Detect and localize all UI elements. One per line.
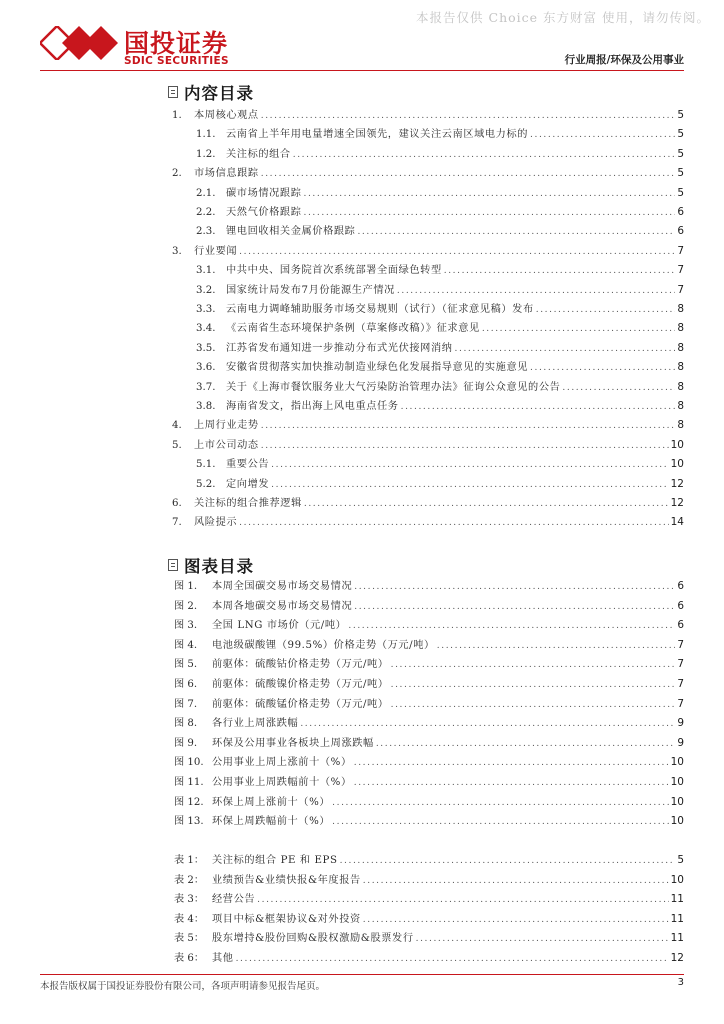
dot-leader bbox=[562, 379, 675, 397]
toc-entry-number: 3.8. bbox=[196, 401, 216, 412]
figure-entry[interactable] bbox=[174, 655, 684, 673]
figure-entry[interactable] bbox=[174, 616, 684, 634]
toc-entry[interactable] bbox=[172, 416, 684, 434]
dot-leader bbox=[261, 437, 669, 455]
dot-leader bbox=[293, 146, 676, 164]
toc-entry-page: 5 bbox=[677, 167, 684, 180]
toc-entry-title: 市场信息跟踪 bbox=[194, 168, 259, 180]
sdic-logo bbox=[40, 24, 240, 68]
toc-entry[interactable] bbox=[196, 358, 684, 376]
table-entry-page: 10 bbox=[670, 873, 684, 886]
brand-name-cn: 国投证券 bbox=[124, 29, 229, 58]
toc-entry[interactable] bbox=[196, 281, 684, 299]
figure-entry-page: 6 bbox=[677, 619, 684, 632]
toc-entry[interactable] bbox=[172, 494, 684, 512]
document-icon bbox=[168, 559, 178, 571]
figure-entry[interactable] bbox=[174, 577, 684, 595]
table-entry-number: 表 4： bbox=[174, 913, 205, 925]
figures-heading bbox=[168, 553, 254, 577]
document-icon bbox=[168, 86, 178, 98]
toc-entry-page: 5 bbox=[677, 128, 684, 141]
toc-entry-page: 8 bbox=[677, 400, 684, 412]
dot-leader bbox=[354, 754, 669, 772]
table-entry-title: 关注标的组合 PE 和 EPS bbox=[212, 855, 338, 866]
logo-mark-icon bbox=[40, 26, 118, 60]
table-entry-title: 业绩预告&业绩快报&年度报告 bbox=[212, 874, 361, 886]
figure-entry[interactable] bbox=[174, 734, 684, 752]
toc-entry-page: 7 bbox=[677, 283, 684, 296]
toc-entry-page: 14 bbox=[670, 516, 684, 529]
watermark: 本报告仅供 Choice 东方财富 使用，请勿传阅。 bbox=[416, 10, 710, 25]
dot-leader bbox=[530, 126, 675, 144]
figure-entry[interactable] bbox=[174, 675, 684, 693]
brand-name-en: SDIC SECURITIES bbox=[124, 55, 229, 67]
figure-entry-title: 本周全国碳交易市场交易情况 bbox=[212, 581, 353, 592]
figure-entry[interactable] bbox=[174, 597, 684, 615]
figure-entry-number: 图 3. bbox=[174, 620, 198, 632]
dot-leader bbox=[261, 107, 676, 125]
figure-entry-page: 10 bbox=[670, 815, 684, 828]
figure-entry-page: 10 bbox=[670, 795, 684, 808]
toc-entry[interactable] bbox=[172, 242, 684, 260]
dot-leader bbox=[363, 911, 669, 929]
toc-entry[interactable] bbox=[196, 125, 684, 143]
dot-leader bbox=[261, 165, 676, 183]
footer-divider bbox=[40, 974, 684, 975]
figure-entry-title: 前驱体：硫酸钴价格走势（万元/吨） bbox=[212, 659, 389, 671]
toc-entry[interactable] bbox=[196, 319, 684, 337]
dot-leader bbox=[357, 223, 675, 241]
header-divider bbox=[40, 70, 684, 71]
dot-leader bbox=[397, 282, 675, 300]
toc-entry-title: 定向增发 bbox=[226, 478, 270, 490]
toc-entry[interactable] bbox=[196, 203, 684, 221]
figure-entry[interactable] bbox=[174, 793, 684, 811]
figure-entry-page: 7 bbox=[677, 658, 684, 671]
toc-entry-number: 5.1. bbox=[196, 459, 216, 471]
toc-entry-number: 2.3. bbox=[196, 226, 216, 238]
toc-entry-title: 云南省上半年用电量增速全国领先，建议关注云南区域电力标的 bbox=[226, 129, 529, 141]
toc-entry[interactable] bbox=[172, 513, 684, 531]
figure-entry[interactable] bbox=[174, 714, 684, 732]
table-entry-number: 表 5： bbox=[174, 933, 205, 944]
toc-entry-title: 中共中央、国务院首次系统部署全面绿色转型 bbox=[226, 265, 442, 277]
figure-entry-title: 公用事业上周上涨前十（%） bbox=[212, 757, 352, 769]
dot-leader bbox=[363, 872, 669, 890]
toc-entry-number: 3.4. bbox=[196, 323, 216, 335]
toc-entry[interactable] bbox=[196, 300, 684, 318]
toc-entry[interactable] bbox=[196, 397, 684, 415]
figure-entry-title: 环保上周上涨前十（%） bbox=[212, 796, 331, 808]
toc-entry-title: 上周行业走势 bbox=[194, 420, 259, 432]
toc-entry[interactable] bbox=[196, 184, 684, 202]
dot-leader bbox=[376, 735, 676, 753]
dot-leader bbox=[401, 398, 676, 416]
toc-entry-page: 10 bbox=[670, 458, 684, 471]
toc-entry-number: 7. bbox=[172, 517, 182, 529]
toc-entry-title: 关注标的组合 bbox=[226, 148, 291, 160]
toc-entry-number: 2. bbox=[172, 168, 182, 180]
toc-entry-number: 3.5. bbox=[196, 342, 216, 354]
dot-leader bbox=[482, 320, 676, 338]
figure-entry-title: 电池级碳酸锂（99.5%）价格走势（万元/吨） bbox=[212, 639, 435, 651]
toc-entry-title: 本周核心观点 bbox=[194, 110, 259, 121]
table-entry-page: 11 bbox=[670, 893, 684, 905]
figure-entry-title: 本周各地碳交易市场交易情况 bbox=[212, 600, 353, 612]
dot-leader bbox=[391, 696, 676, 714]
dot-leader bbox=[257, 891, 668, 909]
toc-entry-number: 2.2. bbox=[196, 207, 216, 218]
table-entry-number: 表 2： bbox=[174, 874, 205, 886]
toc-entry-title: 海南省发文，指出海上风电重点任务 bbox=[226, 401, 399, 412]
toc-entry-number: 1.1. bbox=[196, 129, 216, 141]
toc-entry-title: 关于《上海市餐饮服务业大气污染防治管理办法》征询公众意见的公告 bbox=[226, 381, 561, 393]
dot-leader bbox=[340, 852, 676, 870]
dot-leader bbox=[354, 578, 675, 596]
toc-entry-page: 5 bbox=[677, 109, 684, 121]
toc-entry-number: 1.2. bbox=[196, 148, 216, 160]
toc-entry-number: 6. bbox=[172, 498, 182, 509]
footer-disclaimer: 本报告版权属于国投证券股份有限公司，各项声明请参见报告尾页。 bbox=[40, 981, 326, 992]
figures-title: 图表目录 bbox=[184, 557, 254, 576]
toc-entry-title: 《云南省生态环境保护条例（草案修改稿）》征求意见 bbox=[226, 323, 480, 335]
table-entry[interactable] bbox=[174, 890, 684, 908]
dot-leader bbox=[416, 930, 669, 948]
figure-entry-number: 图 9. bbox=[174, 737, 198, 749]
dot-leader bbox=[391, 676, 676, 694]
table-entry[interactable] bbox=[174, 851, 684, 869]
toc-entry-title: 云南电力调峰辅助服务市场交易规则（试行）（征求意见稿）发布 bbox=[226, 304, 534, 315]
toc-entry-page: 8 bbox=[677, 322, 684, 335]
dot-leader bbox=[239, 243, 675, 261]
toc-entry-page: 5 bbox=[677, 186, 684, 199]
toc-entry[interactable] bbox=[196, 261, 684, 279]
figure-entry-title: 前驱体：硫酸锰价格走势（万元/吨） bbox=[212, 698, 389, 710]
toc-entry[interactable] bbox=[172, 106, 684, 124]
figure-entry-number: 图 4. bbox=[174, 639, 198, 651]
toc-entry-number: 3. bbox=[172, 245, 182, 257]
toc-entry-title: 国家统计局发布7月份能源生产情况 bbox=[226, 284, 395, 296]
figure-entry-number: 图 13. bbox=[174, 816, 204, 828]
dot-leader bbox=[444, 262, 676, 280]
figure-entry-title: 前驱体：硫酸镍价格走势（万元/吨） bbox=[212, 679, 389, 690]
toc-entry[interactable] bbox=[172, 436, 684, 454]
table-entry[interactable] bbox=[174, 871, 684, 889]
toc-entry-page: 7 bbox=[677, 264, 684, 277]
toc-entry-page: 12 bbox=[670, 477, 684, 490]
figure-entry-number: 图 12. bbox=[174, 796, 204, 808]
dot-leader bbox=[304, 185, 676, 203]
figure-entry-page: 9 bbox=[677, 736, 684, 749]
table-entry-number: 表 3： bbox=[174, 894, 205, 905]
toc-entry-page: 5 bbox=[677, 147, 684, 160]
dot-leader bbox=[530, 359, 675, 377]
toc-entry-page: 10 bbox=[670, 438, 684, 451]
dot-leader bbox=[304, 495, 669, 513]
figure-entry-page: 6 bbox=[677, 580, 684, 592]
toc-entry-page: 8 bbox=[677, 380, 684, 393]
toc-entry-title: 关注标的组合推荐逻辑 bbox=[194, 498, 302, 509]
figure-entry[interactable] bbox=[174, 812, 684, 830]
toc-entry-page: 7 bbox=[677, 244, 684, 257]
toc-entry-title: 上市公司动态 bbox=[194, 439, 259, 451]
figure-entry[interactable] bbox=[174, 773, 684, 791]
dot-leader bbox=[261, 417, 676, 435]
figure-entry-title: 环保及公用事业各板块上周涨跌幅 bbox=[212, 737, 374, 749]
toc-entry-title: 锂电回收相关金属价格跟踪 bbox=[226, 226, 356, 238]
table-entry-page: 5 bbox=[677, 854, 684, 866]
dot-leader bbox=[332, 813, 668, 831]
toc-entry-page: 8 bbox=[677, 303, 684, 315]
dot-leader bbox=[239, 514, 668, 532]
figure-entry-number: 图 2. bbox=[174, 600, 198, 612]
dot-leader bbox=[271, 456, 668, 474]
dot-leader bbox=[348, 617, 675, 635]
figure-entry-number: 图 7. bbox=[174, 698, 198, 710]
table-entry[interactable] bbox=[174, 910, 684, 928]
figure-entry[interactable] bbox=[174, 753, 684, 771]
toc-entry-page: 8 bbox=[677, 419, 684, 432]
toc-entry-number: 3.2. bbox=[196, 284, 216, 296]
figure-entry-title: 全国 LNG 市场价（元/吨） bbox=[212, 620, 347, 632]
toc-entry-page: 8 bbox=[677, 361, 684, 374]
toc-entry-number: 3.6. bbox=[196, 362, 216, 374]
table-entry[interactable] bbox=[174, 949, 684, 967]
figure-entry[interactable] bbox=[174, 695, 684, 713]
table-entry-title: 项目中标&框架协议&对外投资 bbox=[212, 913, 361, 925]
dot-leader bbox=[271, 476, 668, 494]
figure-entry-title: 各行业上周涨跌幅 bbox=[212, 718, 299, 730]
toc-entry-number: 3.3. bbox=[196, 304, 216, 315]
table-entry-page: 11 bbox=[670, 932, 684, 944]
toc-entry-page: 12 bbox=[670, 497, 684, 509]
figure-entry-page: 7 bbox=[677, 678, 684, 690]
dot-leader bbox=[455, 340, 676, 358]
report-category: 行业周报/环保及公用事业 bbox=[564, 54, 684, 66]
table-entry[interactable] bbox=[174, 929, 684, 947]
toc-entry-title: 江苏省发布通知进一步推动分布式光伏接网消纳 bbox=[226, 342, 453, 354]
dot-leader bbox=[536, 301, 676, 319]
dot-leader bbox=[332, 794, 668, 812]
figure-entry-page: 7 bbox=[677, 697, 684, 710]
toc-entry-number: 5. bbox=[172, 439, 182, 451]
figure-entry-page: 7 bbox=[677, 638, 684, 651]
toc-entry-number: 2.1. bbox=[196, 187, 216, 199]
figure-entry-number: 图 11. bbox=[174, 777, 204, 788]
figure-entry-number: 图 6. bbox=[174, 679, 198, 690]
toc-entry[interactable] bbox=[196, 378, 684, 396]
toc-entry-number: 3.7. bbox=[196, 381, 216, 393]
dot-leader bbox=[300, 715, 675, 733]
figure-entry-number: 图 10. bbox=[174, 757, 204, 769]
toc-entry[interactable] bbox=[196, 222, 684, 240]
figure-entry[interactable] bbox=[174, 636, 684, 654]
toc-entry[interactable] bbox=[196, 475, 684, 493]
toc-entry-title: 行业要闻 bbox=[194, 245, 238, 257]
toc-entry-page: 6 bbox=[677, 225, 684, 238]
table-entry-number: 表 6： bbox=[174, 952, 205, 964]
toc-heading bbox=[168, 80, 254, 104]
toc-entry-number: 4. bbox=[172, 420, 182, 432]
dot-leader bbox=[391, 656, 676, 674]
figure-entry-number: 图 5. bbox=[174, 659, 198, 671]
figure-entry-number: 图 1. bbox=[174, 581, 198, 592]
toc-entry-page: 8 bbox=[677, 341, 684, 354]
toc-entry-title: 天然气价格跟踪 bbox=[226, 207, 302, 218]
toc-entry[interactable] bbox=[172, 164, 684, 182]
toc-title: 内容目录 bbox=[184, 84, 254, 103]
dot-leader bbox=[437, 637, 676, 655]
dot-leader bbox=[354, 598, 675, 616]
figure-entry-title: 公用事业上周跌幅前十（%） bbox=[212, 777, 352, 788]
table-entry-page: 12 bbox=[670, 951, 684, 964]
table-entry-number: 表 1： bbox=[174, 855, 205, 866]
dot-leader bbox=[354, 774, 669, 792]
toc-entry-number: 5.2. bbox=[196, 478, 216, 490]
dot-leader bbox=[236, 950, 669, 968]
figure-entry-number: 图 8. bbox=[174, 718, 198, 730]
toc-entry-number: 1. bbox=[172, 110, 182, 121]
table-entry-title: 股东增持&股份回购&股权激励&股票发行 bbox=[212, 933, 414, 944]
toc-entry[interactable] bbox=[196, 339, 684, 357]
toc-entry[interactable] bbox=[196, 455, 684, 473]
toc-entry[interactable] bbox=[196, 145, 684, 163]
table-entry-title: 其他 bbox=[212, 952, 234, 964]
page-number: 3 bbox=[677, 977, 684, 988]
figure-entry-title: 环保上周跌幅前十（%） bbox=[212, 816, 331, 828]
toc-entry-page: 6 bbox=[677, 206, 684, 218]
toc-entry-title: 碳市场情况跟踪 bbox=[226, 187, 302, 199]
figure-entry-page: 10 bbox=[670, 756, 684, 769]
toc-entry-title: 重要公告 bbox=[226, 459, 270, 471]
figure-entry-page: 6 bbox=[677, 599, 684, 612]
dot-leader bbox=[304, 204, 676, 222]
toc-entry-title: 安徽省贯彻落实加快推动制造业绿色化发展指导意见的实施意见 bbox=[226, 362, 529, 374]
figure-entry-page: 10 bbox=[670, 776, 684, 788]
figure-entry-page: 9 bbox=[677, 717, 684, 730]
toc-entry-title: 风险提示 bbox=[194, 517, 238, 529]
toc-entry-number: 3.1. bbox=[196, 265, 216, 277]
table-entry-page: 11 bbox=[670, 912, 684, 925]
table-entry-title: 经营公告 bbox=[212, 894, 256, 905]
